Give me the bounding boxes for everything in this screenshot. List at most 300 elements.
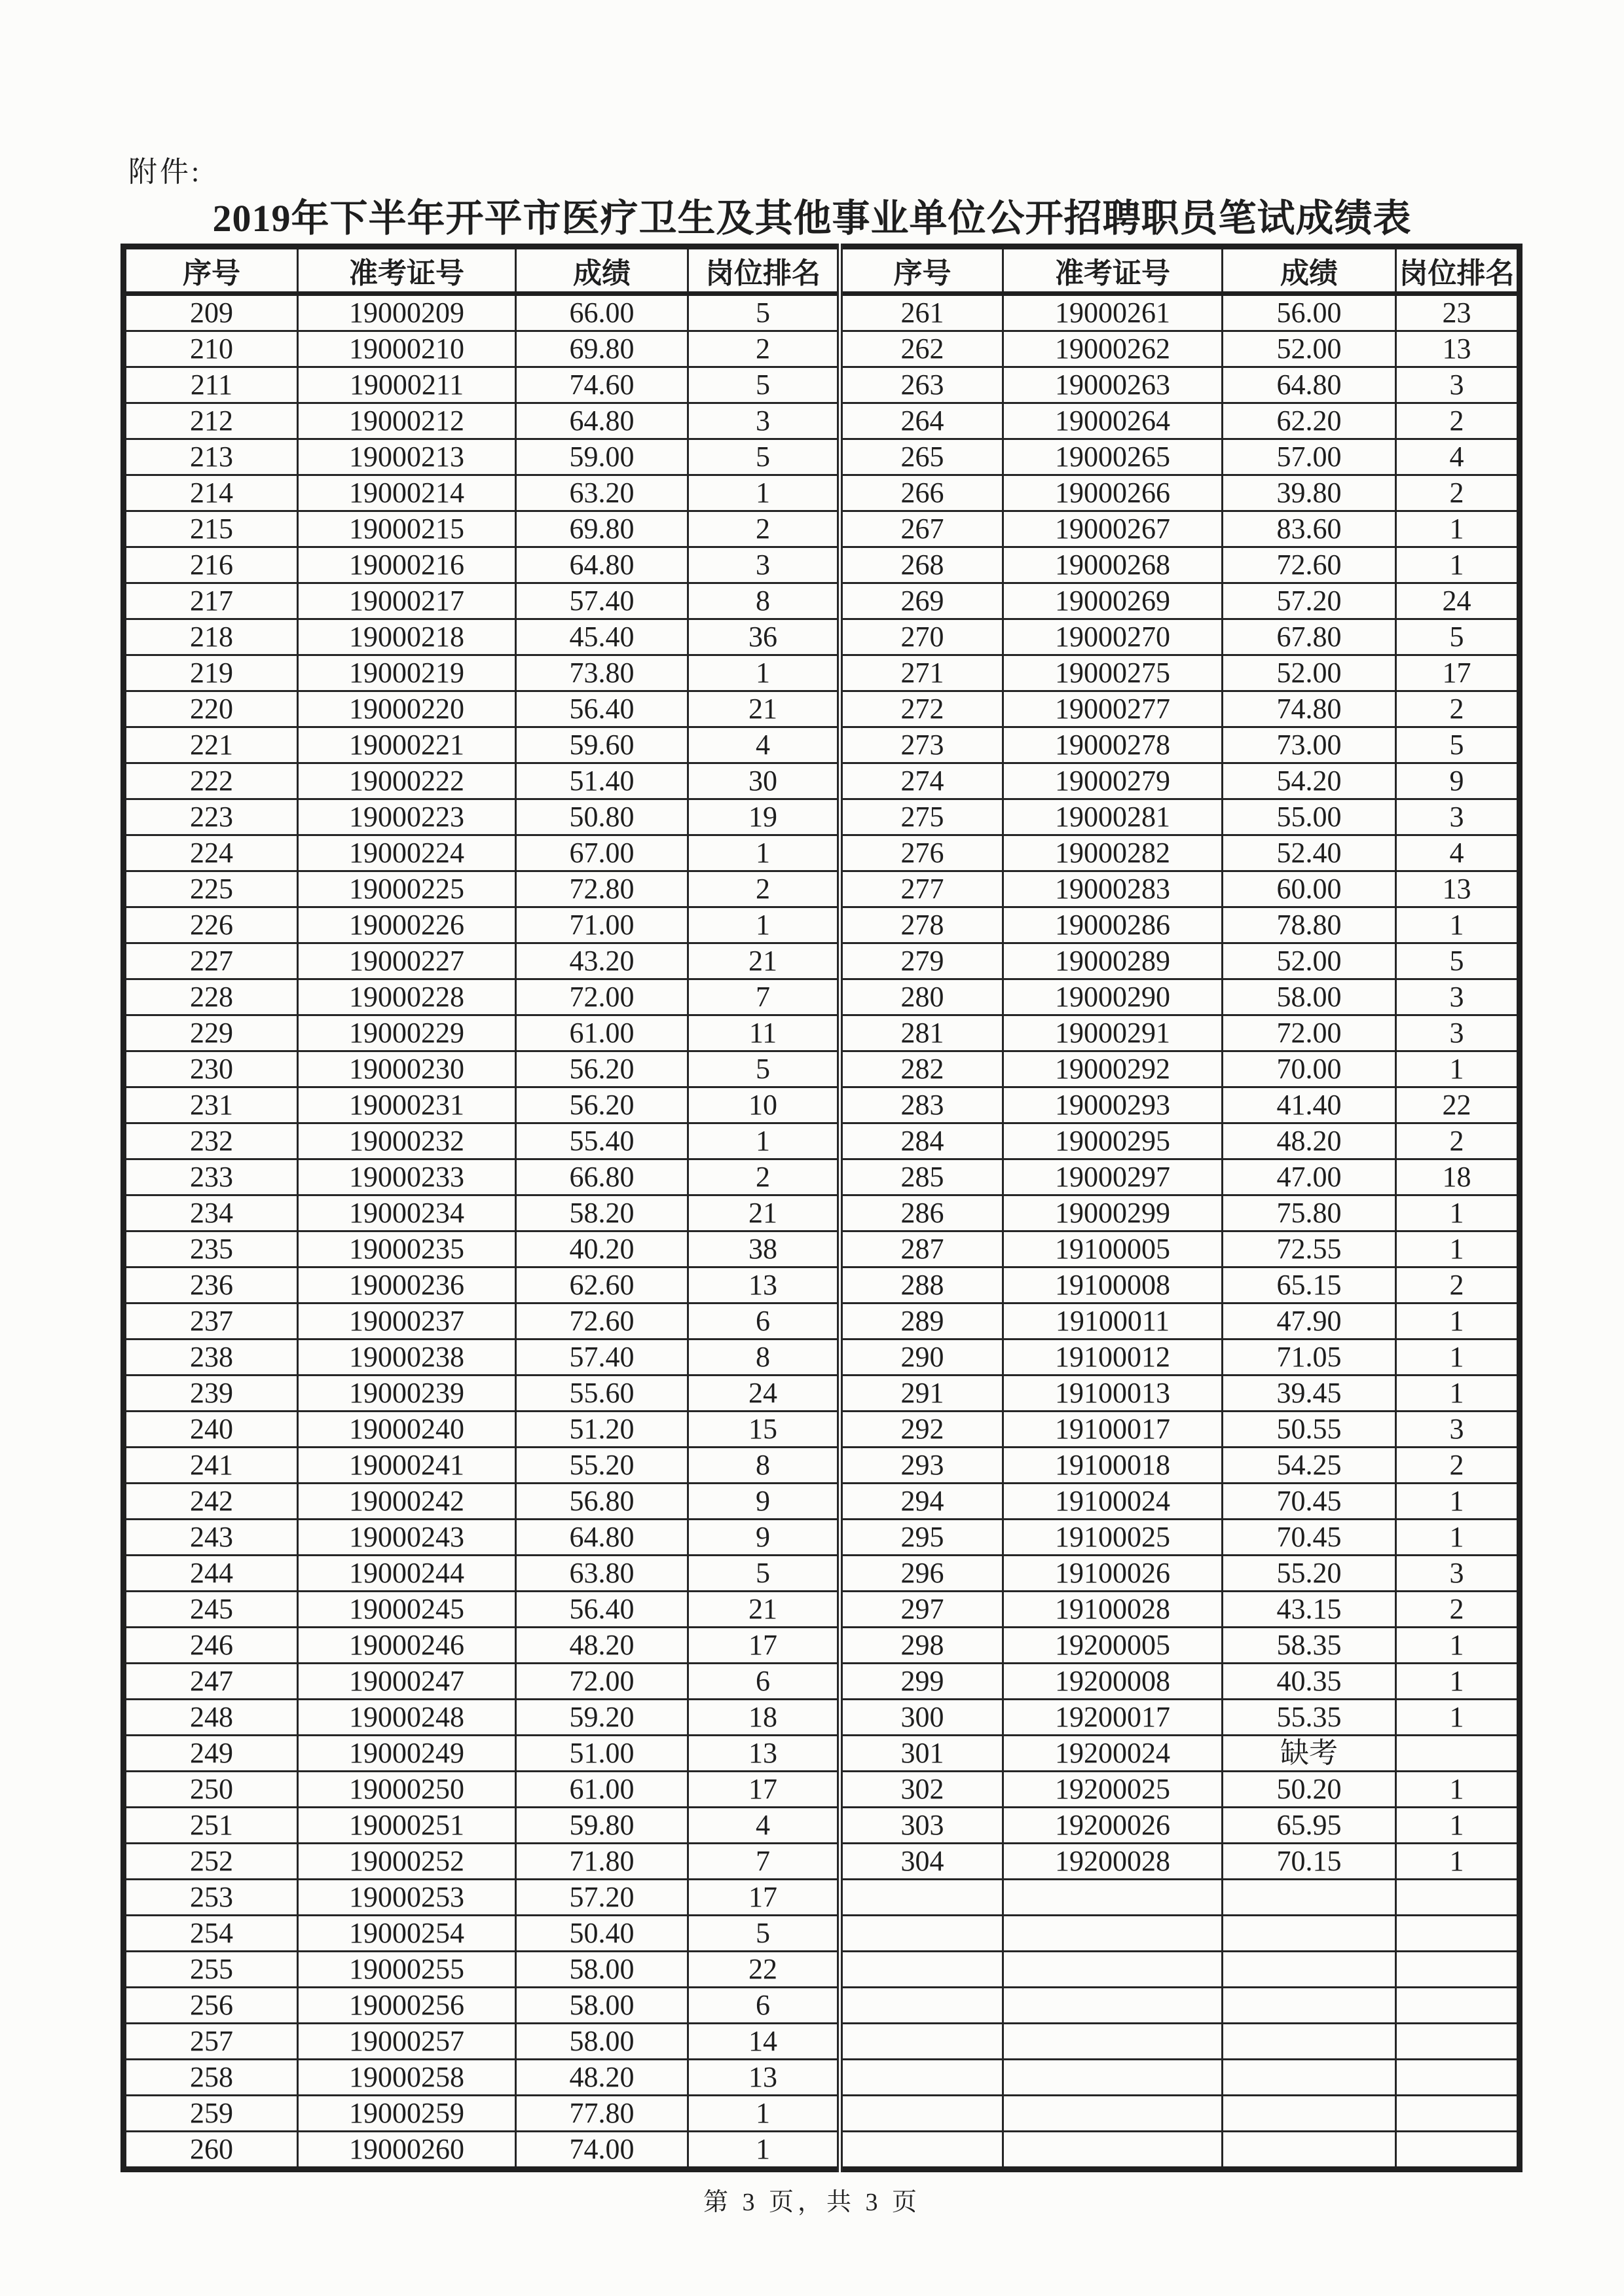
table-row — [124, 871, 1520, 907]
cell-serial-right — [840, 2024, 1003, 2060]
cell-ticket-left: 19000213 — [298, 439, 516, 475]
cell-score-right: 55.20 — [1223, 1556, 1396, 1592]
cell-ticket-right: 19000278 — [1003, 727, 1223, 763]
cell-serial-left: 255 — [124, 1952, 298, 1988]
cell-score-right — [1223, 2060, 1396, 2096]
cell-rank-right: 1 — [1396, 907, 1520, 943]
col-header-score-right: 成绩 — [1223, 247, 1396, 294]
cell-score-left: 74.00 — [516, 2132, 688, 2170]
cell-ticket-left: 19000232 — [298, 1123, 516, 1159]
table-row — [124, 1376, 1520, 1412]
cell-ticket-right: 19100013 — [1003, 1376, 1223, 1412]
cell-rank-right: 1 — [1396, 1844, 1520, 1880]
cell-serial-right: 287 — [840, 1231, 1003, 1267]
cell-serial-right: 301 — [840, 1736, 1003, 1772]
cell-serial-left: 213 — [124, 439, 298, 475]
cell-score-right: 47.90 — [1223, 1303, 1396, 1339]
cell-serial-left: 238 — [124, 1339, 298, 1376]
cell-score-right: 52.00 — [1223, 943, 1396, 979]
cell-ticket-left: 19000214 — [298, 475, 516, 511]
cell-ticket-right: 19000267 — [1003, 511, 1223, 547]
table-row — [124, 1628, 1520, 1664]
cell-score-left: 59.00 — [516, 439, 688, 475]
cell-ticket-right: 19000262 — [1003, 331, 1223, 367]
table-row — [124, 475, 1520, 511]
cell-serial-left: 243 — [124, 1520, 298, 1556]
cell-rank-right: 1 — [1396, 1700, 1520, 1736]
cell-rank-right: 18 — [1396, 1159, 1520, 1195]
cell-serial-left: 253 — [124, 1880, 298, 1916]
cell-rank-left: 7 — [688, 1844, 840, 1880]
cell-ticket-right: 19000299 — [1003, 1195, 1223, 1231]
cell-ticket-right: 19000263 — [1003, 367, 1223, 403]
cell-rank-left: 1 — [688, 655, 840, 691]
cell-score-left: 69.80 — [516, 511, 688, 547]
cell-rank-right: 4 — [1396, 835, 1520, 871]
table-row — [124, 1484, 1520, 1520]
cell-ticket-right: 19200025 — [1003, 1772, 1223, 1808]
col-header-ticket-right: 准考证号 — [1003, 247, 1223, 294]
cell-rank-right — [1396, 2060, 1520, 2096]
cell-ticket-right: 19100005 — [1003, 1231, 1223, 1267]
cell-ticket-right — [1003, 2096, 1223, 2132]
table-row — [124, 1267, 1520, 1303]
cell-serial-left: 240 — [124, 1412, 298, 1448]
cell-score-left: 72.00 — [516, 979, 688, 1015]
cell-serial-right: 278 — [840, 907, 1003, 943]
cell-serial-right: 283 — [840, 1087, 1003, 1123]
cell-rank-right: 2 — [1396, 403, 1520, 439]
cell-serial-right: 271 — [840, 655, 1003, 691]
cell-serial-left: 227 — [124, 943, 298, 979]
cell-ticket-right: 19000292 — [1003, 1051, 1223, 1087]
cell-ticket-left: 19000243 — [298, 1520, 516, 1556]
cell-rank-left: 21 — [688, 943, 840, 979]
cell-ticket-left: 19000211 — [298, 367, 516, 403]
cell-serial-right: 272 — [840, 691, 1003, 727]
cell-score-right: 60.00 — [1223, 871, 1396, 907]
cell-ticket-left: 19000257 — [298, 2024, 516, 2060]
cell-score-right: 78.80 — [1223, 907, 1396, 943]
cell-score-left: 57.40 — [516, 583, 688, 619]
cell-serial-left: 244 — [124, 1556, 298, 1592]
cell-rank-right: 23 — [1396, 294, 1520, 331]
cell-rank-right: 5 — [1396, 619, 1520, 655]
cell-ticket-left: 19000258 — [298, 2060, 516, 2096]
cell-rank-left: 15 — [688, 1412, 840, 1448]
table-header-row — [124, 247, 1520, 294]
cell-rank-left: 24 — [688, 1376, 840, 1412]
cell-rank-left: 11 — [688, 1015, 840, 1051]
cell-serial-left: 257 — [124, 2024, 298, 2060]
cell-score-right: 70.15 — [1223, 1844, 1396, 1880]
cell-serial-right: 294 — [840, 1484, 1003, 1520]
cell-score-right: 50.55 — [1223, 1412, 1396, 1448]
cell-rank-left: 38 — [688, 1231, 840, 1267]
table-row — [124, 1592, 1520, 1628]
attachment-label: 附件: — [128, 156, 202, 188]
cell-ticket-right: 19000297 — [1003, 1159, 1223, 1195]
cell-rank-left: 4 — [688, 1808, 840, 1844]
cell-score-left: 50.40 — [516, 1916, 688, 1952]
cell-rank-left: 18 — [688, 1700, 840, 1736]
cell-serial-right: 302 — [840, 1772, 1003, 1808]
cell-serial-right — [840, 1916, 1003, 1952]
cell-serial-right: 281 — [840, 1015, 1003, 1051]
cell-serial-left: 210 — [124, 331, 298, 367]
table-row — [124, 547, 1520, 583]
table-row — [124, 439, 1520, 475]
table-row — [124, 2096, 1520, 2132]
table-row — [124, 691, 1520, 727]
cell-serial-right: 262 — [840, 331, 1003, 367]
cell-ticket-left: 19000229 — [298, 1015, 516, 1051]
table-row — [124, 1772, 1520, 1808]
cell-score-left: 45.40 — [516, 619, 688, 655]
cell-score-left: 66.80 — [516, 1159, 688, 1195]
cell-rank-right: 1 — [1396, 1231, 1520, 1267]
cell-score-left: 59.20 — [516, 1700, 688, 1736]
cell-score-left: 63.20 — [516, 475, 688, 511]
cell-serial-right — [840, 2060, 1003, 2096]
col-header-score-left: 成绩 — [516, 247, 688, 294]
cell-rank-left: 3 — [688, 403, 840, 439]
cell-rank-right — [1396, 2096, 1520, 2132]
table-row — [124, 294, 1520, 331]
cell-rank-left: 3 — [688, 547, 840, 583]
cell-ticket-right: 19200017 — [1003, 1700, 1223, 1736]
cell-ticket-right: 19000275 — [1003, 655, 1223, 691]
table-row — [124, 1664, 1520, 1700]
cell-ticket-left: 19000254 — [298, 1916, 516, 1952]
cell-serial-right: 277 — [840, 871, 1003, 907]
cell-serial-right: 304 — [840, 1844, 1003, 1880]
cell-ticket-right: 19000279 — [1003, 763, 1223, 799]
cell-score-right: 39.45 — [1223, 1376, 1396, 1412]
table-row — [124, 727, 1520, 763]
cell-ticket-left: 19000210 — [298, 331, 516, 367]
cell-score-left: 59.60 — [516, 727, 688, 763]
table-row — [124, 1303, 1520, 1339]
cell-rank-right: 13 — [1396, 331, 1520, 367]
cell-score-right: 70.45 — [1223, 1520, 1396, 1556]
cell-serial-left: 256 — [124, 1988, 298, 2024]
cell-score-left: 63.80 — [516, 1556, 688, 1592]
cell-score-right: 72.60 — [1223, 547, 1396, 583]
cell-score-right — [1223, 1880, 1396, 1916]
cell-rank-left: 22 — [688, 1952, 840, 1988]
cell-serial-left: 239 — [124, 1376, 298, 1412]
cell-serial-right: 274 — [840, 763, 1003, 799]
cell-serial-left: 246 — [124, 1628, 298, 1664]
cell-rank-right — [1396, 1880, 1520, 1916]
cell-serial-left: 236 — [124, 1267, 298, 1303]
cell-serial-right: 298 — [840, 1628, 1003, 1664]
cell-rank-left: 10 — [688, 1087, 840, 1123]
cell-ticket-left: 19000230 — [298, 1051, 516, 1087]
cell-rank-left: 17 — [688, 1772, 840, 1808]
cell-serial-left: 221 — [124, 727, 298, 763]
cell-ticket-right: 19000281 — [1003, 799, 1223, 835]
cell-serial-left: 229 — [124, 1015, 298, 1051]
cell-serial-left: 214 — [124, 475, 298, 511]
table-row — [124, 331, 1520, 367]
cell-rank-right: 9 — [1396, 763, 1520, 799]
cell-score-left: 71.00 — [516, 907, 688, 943]
cell-score-left: 61.00 — [516, 1015, 688, 1051]
cell-rank-right: 1 — [1396, 1772, 1520, 1808]
cell-score-left: 48.20 — [516, 2060, 688, 2096]
cell-score-right: 57.00 — [1223, 439, 1396, 475]
cell-rank-right: 3 — [1396, 979, 1520, 1015]
cell-ticket-left: 19000240 — [298, 1412, 516, 1448]
cell-rank-left: 19 — [688, 799, 840, 835]
cell-serial-right: 290 — [840, 1339, 1003, 1376]
cell-rank-left: 1 — [688, 907, 840, 943]
cell-score-left: 74.60 — [516, 367, 688, 403]
cell-rank-right: 4 — [1396, 439, 1520, 475]
cell-serial-right: 279 — [840, 943, 1003, 979]
page-footer: 第 3 页，共 3 页 — [703, 2189, 921, 2216]
cell-rank-right: 2 — [1396, 475, 1520, 511]
cell-score-right: 67.80 — [1223, 619, 1396, 655]
cell-ticket-right: 19000277 — [1003, 691, 1223, 727]
cell-ticket-right: 19200026 — [1003, 1808, 1223, 1844]
cell-score-left: 64.80 — [516, 547, 688, 583]
cell-ticket-left: 19000223 — [298, 799, 516, 835]
table-row — [124, 1736, 1520, 1772]
cell-score-right: 54.20 — [1223, 763, 1396, 799]
cell-ticket-right: 19100012 — [1003, 1339, 1223, 1376]
cell-score-right: 75.80 — [1223, 1195, 1396, 1231]
cell-serial-right: 270 — [840, 619, 1003, 655]
table-row — [124, 1520, 1520, 1556]
cell-score-left: 56.80 — [516, 1484, 688, 1520]
cell-serial-right: 289 — [840, 1303, 1003, 1339]
table-row — [124, 583, 1520, 619]
cell-ticket-right: 19100025 — [1003, 1520, 1223, 1556]
cell-rank-right: 17 — [1396, 655, 1520, 691]
table-row — [124, 1195, 1520, 1231]
cell-ticket-left: 19000215 — [298, 511, 516, 547]
cell-serial-left: 233 — [124, 1159, 298, 1195]
cell-score-left: 66.00 — [516, 294, 688, 331]
cell-rank-left: 13 — [688, 1267, 840, 1303]
cell-ticket-right — [1003, 2060, 1223, 2096]
cell-ticket-right: 19000268 — [1003, 547, 1223, 583]
cell-rank-left: 5 — [688, 439, 840, 475]
cell-rank-left: 5 — [688, 294, 840, 331]
cell-score-right: 52.40 — [1223, 835, 1396, 871]
cell-rank-left: 1 — [688, 475, 840, 511]
cell-score-right: 58.35 — [1223, 1628, 1396, 1664]
cell-serial-left: 230 — [124, 1051, 298, 1087]
cell-ticket-left: 19000227 — [298, 943, 516, 979]
cell-ticket-left: 19000217 — [298, 583, 516, 619]
cell-rank-right: 1 — [1396, 1339, 1520, 1376]
cell-ticket-left: 19000239 — [298, 1376, 516, 1412]
cell-serial-right: 295 — [840, 1520, 1003, 1556]
cell-ticket-left: 19000225 — [298, 871, 516, 907]
cell-rank-left: 6 — [688, 1988, 840, 2024]
table-row — [124, 979, 1520, 1015]
cell-score-left: 69.80 — [516, 331, 688, 367]
table-row — [124, 1087, 1520, 1123]
cell-serial-right — [840, 2132, 1003, 2170]
table-row — [124, 1159, 1520, 1195]
cell-score-right: 54.25 — [1223, 1448, 1396, 1484]
cell-serial-right: 291 — [840, 1376, 1003, 1412]
cell-score-right — [1223, 2096, 1396, 2132]
table-row — [124, 799, 1520, 835]
col-header-serial-left: 序号 — [124, 247, 298, 294]
cell-score-right — [1223, 1952, 1396, 1988]
cell-rank-left: 14 — [688, 2024, 840, 2060]
cell-serial-left: 215 — [124, 511, 298, 547]
cell-ticket-left: 19000248 — [298, 1700, 516, 1736]
cell-serial-right: 266 — [840, 475, 1003, 511]
cell-ticket-left: 19000238 — [298, 1339, 516, 1376]
cell-score-right: 50.20 — [1223, 1772, 1396, 1808]
cell-serial-left: 223 — [124, 799, 298, 835]
cell-score-left: 57.40 — [516, 1339, 688, 1376]
cell-ticket-right: 19000261 — [1003, 294, 1223, 331]
cell-serial-right: 292 — [840, 1412, 1003, 1448]
cell-ticket-right: 19100026 — [1003, 1556, 1223, 1592]
cell-score-left: 67.00 — [516, 835, 688, 871]
cell-score-right: 65.15 — [1223, 1267, 1396, 1303]
cell-ticket-right: 19000291 — [1003, 1015, 1223, 1051]
cell-ticket-left: 19000237 — [298, 1303, 516, 1339]
cell-rank-left: 9 — [688, 1520, 840, 1556]
table-row — [124, 619, 1520, 655]
cell-serial-right: 297 — [840, 1592, 1003, 1628]
cell-rank-right: 3 — [1396, 1015, 1520, 1051]
cell-rank-left: 2 — [688, 1159, 840, 1195]
cell-ticket-left: 19000216 — [298, 547, 516, 583]
cell-rank-left: 17 — [688, 1628, 840, 1664]
cell-score-left: 50.80 — [516, 799, 688, 835]
cell-ticket-right — [1003, 1880, 1223, 1916]
cell-ticket-right: 19100011 — [1003, 1303, 1223, 1339]
cell-ticket-right — [1003, 2132, 1223, 2170]
cell-score-left: 71.80 — [516, 1844, 688, 1880]
cell-rank-right: 3 — [1396, 1556, 1520, 1592]
cell-rank-right: 13 — [1396, 871, 1520, 907]
cell-rank-right: 3 — [1396, 1412, 1520, 1448]
cell-ticket-left: 19000218 — [298, 619, 516, 655]
cell-score-right: 70.45 — [1223, 1484, 1396, 1520]
cell-rank-right: 22 — [1396, 1087, 1520, 1123]
table-row — [124, 763, 1520, 799]
cell-rank-left: 21 — [688, 1195, 840, 1231]
cell-score-left: 72.80 — [516, 871, 688, 907]
cell-rank-right: 1 — [1396, 511, 1520, 547]
cell-serial-right: 282 — [840, 1051, 1003, 1087]
table-row — [124, 1015, 1520, 1051]
cell-serial-right: 285 — [840, 1159, 1003, 1195]
cell-rank-right — [1396, 2024, 1520, 2060]
cell-score-left: 55.60 — [516, 1376, 688, 1412]
cell-serial-right: 299 — [840, 1664, 1003, 1700]
cell-rank-right: 3 — [1396, 367, 1520, 403]
cell-rank-right: 1 — [1396, 1808, 1520, 1844]
cell-rank-left: 8 — [688, 583, 840, 619]
cell-ticket-right: 19000286 — [1003, 907, 1223, 943]
cell-ticket-left: 19000241 — [298, 1448, 516, 1484]
table-row — [124, 511, 1520, 547]
cell-ticket-right: 19000266 — [1003, 475, 1223, 511]
cell-rank-right — [1396, 1916, 1520, 1952]
cell-score-left: 40.20 — [516, 1231, 688, 1267]
cell-ticket-left: 19000247 — [298, 1664, 516, 1700]
table-row — [124, 1808, 1520, 1844]
cell-ticket-right: 19000270 — [1003, 619, 1223, 655]
cell-score-left: 64.80 — [516, 403, 688, 439]
cell-serial-right: 286 — [840, 1195, 1003, 1231]
cell-ticket-right: 19000264 — [1003, 403, 1223, 439]
cell-ticket-left: 19000235 — [298, 1231, 516, 1267]
table-row — [124, 1448, 1520, 1484]
cell-ticket-left: 19000253 — [298, 1880, 516, 1916]
cell-ticket-left: 19000236 — [298, 1267, 516, 1303]
cell-serial-left: 211 — [124, 367, 298, 403]
cell-rank-left: 21 — [688, 691, 840, 727]
cell-score-left: 58.20 — [516, 1195, 688, 1231]
cell-score-left: 72.00 — [516, 1664, 688, 1700]
cell-serial-left: 222 — [124, 763, 298, 799]
cell-ticket-right: 19000283 — [1003, 871, 1223, 907]
cell-rank-left: 4 — [688, 727, 840, 763]
table-row — [124, 835, 1520, 871]
cell-serial-right: 264 — [840, 403, 1003, 439]
cell-ticket-left: 19000251 — [298, 1808, 516, 1844]
cell-serial-left: 220 — [124, 691, 298, 727]
cell-ticket-right: 19000269 — [1003, 583, 1223, 619]
cell-ticket-left: 19000233 — [298, 1159, 516, 1195]
table-row — [124, 1880, 1520, 1916]
table-row — [124, 1700, 1520, 1736]
cell-rank-right: 2 — [1396, 1448, 1520, 1484]
cell-serial-right — [840, 2096, 1003, 2132]
cell-score-left: 58.00 — [516, 1952, 688, 1988]
cell-rank-left: 2 — [688, 331, 840, 367]
col-header-serial-right: 序号 — [840, 247, 1003, 294]
cell-ticket-left: 19000224 — [298, 835, 516, 871]
col-header-rank-right: 岗位排名 — [1396, 247, 1520, 294]
cell-score-left: 73.80 — [516, 655, 688, 691]
cell-serial-right: 267 — [840, 511, 1003, 547]
cell-serial-left: 232 — [124, 1123, 298, 1159]
cell-rank-left: 13 — [688, 1736, 840, 1772]
cell-serial-left: 231 — [124, 1087, 298, 1123]
cell-rank-right: 1 — [1396, 1664, 1520, 1700]
cell-ticket-left: 19000212 — [298, 403, 516, 439]
cell-serial-left: 218 — [124, 619, 298, 655]
table-row — [124, 2060, 1520, 2096]
cell-score-left: 48.20 — [516, 1628, 688, 1664]
cell-serial-right: 284 — [840, 1123, 1003, 1159]
cell-ticket-right: 19100008 — [1003, 1267, 1223, 1303]
cell-score-right: 71.05 — [1223, 1339, 1396, 1376]
cell-serial-right: 300 — [840, 1700, 1003, 1736]
cell-rank-left: 6 — [688, 1664, 840, 1700]
table-row — [124, 403, 1520, 439]
cell-ticket-left: 19000234 — [298, 1195, 516, 1231]
cell-rank-right: 1 — [1396, 1628, 1520, 1664]
cell-score-right: 62.20 — [1223, 403, 1396, 439]
cell-score-right: 70.00 — [1223, 1051, 1396, 1087]
